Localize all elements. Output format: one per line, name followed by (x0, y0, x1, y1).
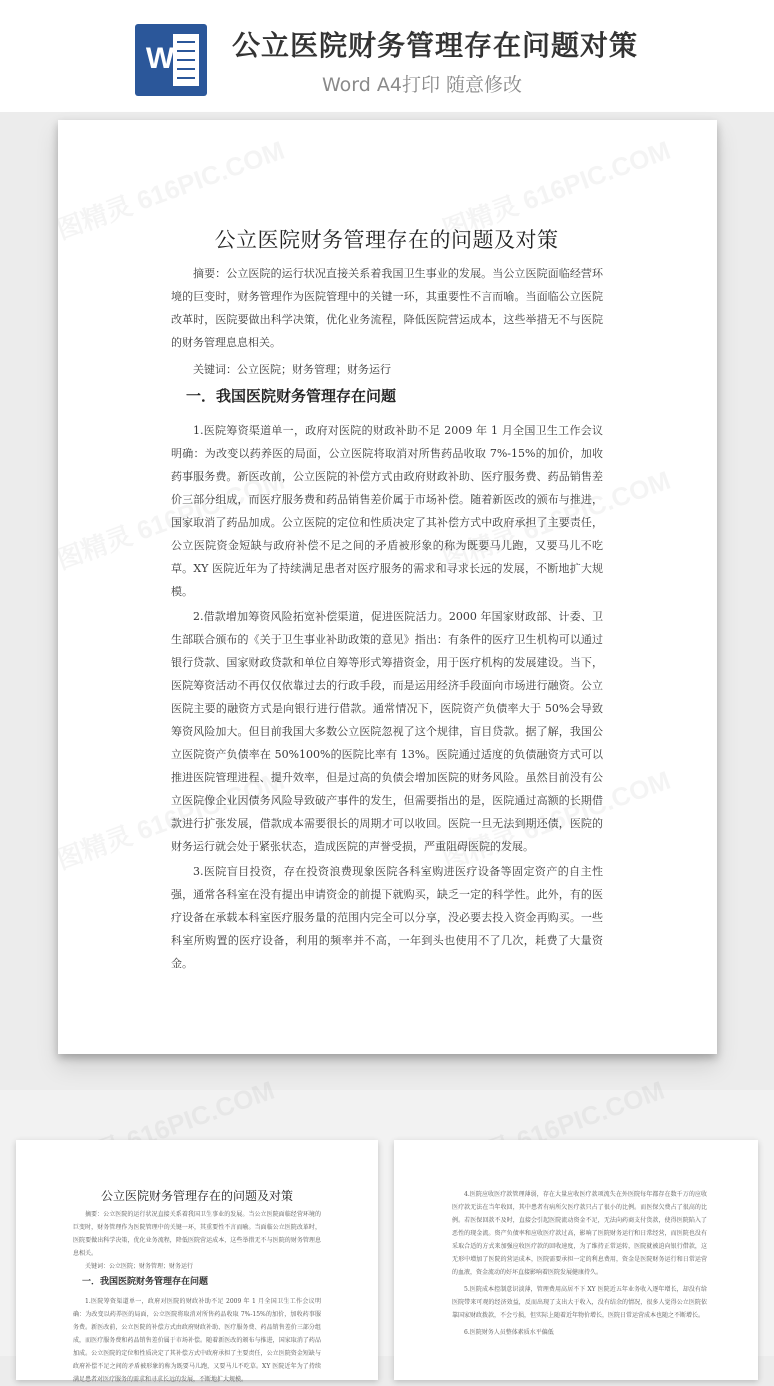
header-banner (0, 0, 774, 112)
thumbnail-body-2 (452, 1188, 707, 1339)
keywords-line: 关键词：公立医院；财务管理；财务运行 (193, 363, 391, 376)
body-paragraph: 1.医院筹资渠道单一，政府对医院的财政补助不足 2009 年 1 月全国卫生工作会议明确：为改变以药养医的局面，公立医院将取消对所售药品收取 7%-15%的加价，加收药事服务费。新医改前，公立医院的补偿方式由政府财政补助、医疗服务费、药品销售差价三部分组成，而医疗服务费和药品销售差价属于市场补偿。随着新医改的颁布与推进，国家取消了药品加成。公立医院的定位和性质决定了其补偿方式中政府承担了主要责任，公立医院资金短缺与政府补偿不足之间的矛盾被形象的称为既要马儿跑，又要马儿不吃草。XY 医院近年为了持续满足患者对医疗服务的需求和寻求长远的发展，不断地扩大规模。 (171, 424, 603, 598)
document-title: 公立医院财务管理存在的问题及对策 (214, 228, 559, 252)
abstract-paragraph: 摘要：公立医院的运行状况直接关系着我国卫生事业的发展。当公立医院面临经营环境的巨变时，财务管理作为医院管理中的关键一环，其重要性不言而喻。当面临公立医院改革时，医院要做出科学决策，优化业务流程，降低医院营运成本，这些举措无不与医院的财务管理息息相关。 (171, 267, 603, 349)
banner-title: 公立医院财务管理存在问题对策 (232, 29, 639, 62)
thumbnail-paragraph: 4.医院应收医疗款管理薄弱，存在大量应收医疗款项流失在外医院每年都存在数千万的应收医疗款无法在当年收回，其中患者有病所欠医疗款只占了很小的比例。而医保欠费占了很高的比例。若医保回款不及时，直接会引起医院流动资金不足，无法向药商支付货款，使得医院陷入了恶性的现金流。资产负债率和应收医疗款过高，影响了医院财务运行和日常经营，而医院也没有采取合适的方式来加强应收医疗款的回收速度，为了维持正常运转，医院就被迫向银行借款，这无形中增加了医院的营运成本，医院需要承担一定的利息费用，资金是医院财务运行和日常运营的血液，资金流动的好坏直接影响着医院发展健康持久。 (452, 1191, 707, 1276)
banner-subtitle: Word A4打印 随意修改 (322, 74, 523, 96)
thumbnail-title: 公立医院财务管理存在的问题及对策 (100, 1189, 293, 1203)
thumbnail-keywords: 关键词：公立医院；财务管理；财务运行 (85, 1263, 194, 1270)
thumbnail-paragraph: 1.医院筹资渠道单一，政府对医院的财政补助不足 2009 年 1 月全国卫生工作会议明确：为改变以药养医的局面，公立医院将取消对所售药品收取 7%-15%的加价，加收药事服务费。新医改前，公立医院的补偿方式由政府财政补助、医疗服务费、药品销售差价三部分组成，而医疗服务费和药品销售差价属于市场补偿。随着新医改的颁布与推进，国家取消了药品加成。公立医院的定位和性质决定了其补偿方式中政府承担了主要责任，公立医院资金短缺与政府补偿不足之间的矛盾被形象的称为既要马儿跑，又要马儿不吃草。XY 医院近年为了持续满足患者对医疗服务的需求和寻求长远的发展，不断地扩大规模。 (73, 1298, 321, 1383)
thumbnail-heading: 一．我国医院财务管理存在问题 (82, 1277, 209, 1287)
thumbnail-body-1 (73, 1208, 321, 1386)
thumbnail-paragraph: 6.医院财务人员整体素质水平偏低 (464, 1329, 554, 1336)
section-heading: 一．我国医院财务管理存在问题 (186, 387, 397, 405)
body-paragraph: 3.医院盲目投资，存在投资浪费现象医院各科室购进医疗设备等固定资产的自主性强，通常各科室在没有提出申请资金的前提下就购买，缺乏一定的科学性。此外，有的医疗设备在承载本科室医疗服务量的范围内完全可以分享，没必要去投入资金再购买。一些科室所购置的医疗设备，利用的频率并不高，一年到头也使用不了几次，耗费了大量资金。 (171, 865, 603, 970)
word-icon-letter: W (145, 42, 175, 75)
body-paragraph: 2.借款增加筹资风险拓宽补偿渠道，促进医院活力。2000 年国家财政部、计委、卫生部联合颁布的《关于卫生事业补助政策的意见》指出：有条件的医疗卫生机构可以通过银行贷款、国家财政贷款和单位自筹等形式筹措资金，用于医疗机构的发展建设。当下，医院筹资活动不再仅仅依靠过去的行政手段，而是运用经济手段面向市场进行融资。公立医院主要的融资方式是向银行进行借款。通常情况下，医院资产负债率大于 50%会导致筹资风险加大。但目前我国大多数公立医院忽视了这个规律，盲目贷款。据了解，我国公立医院资产负债率在 50%100%的医院比率有 13%。医院通过适度的负债融资方式可以推进医院管理进程、提升效率，但是过高的负债会增加医院的财务风险。虽然目前没有公立医院像企业因债务风险导致破产事件的发生，但需要指出的是，医院通过高额的长期借款进行扩张发展，借款成本需要很长的周期才可以收回。医院一旦无法到期还债，医院的财务运行就会处于紧张状态，造成医院的声誉受损，严重阻碍医院的发展。 (171, 610, 603, 853)
document-body (171, 262, 603, 975)
thumbnail-paragraph: 5.医院成本控制意识淡薄，管理费用高居不下 XY 医院近五年业务收入逐年增长，却没有给医院带来可观的经济效益，反而出现了支出大于收入，没有结余的情况，很多人觉得公立医院依靠国家财政拨款，不会亏损，但实际上随着近年物价增长，医院日常运营成本也随之不断增长。 (452, 1286, 707, 1319)
word-icon (135, 24, 207, 96)
thumbnail-abstract: 摘要：公立医院的运行状况直接关系着我国卫生事业的发展。当公立医院面临经营环境的巨变时，财务管理作为医院管理中的关键一环，其重要性不言而喻。当面临公立医院改革时，医院要做出科学决策，优化业务流程，降低医院营运成本，这些举措无不与医院的财务管理息息相关。 (73, 1211, 321, 1257)
